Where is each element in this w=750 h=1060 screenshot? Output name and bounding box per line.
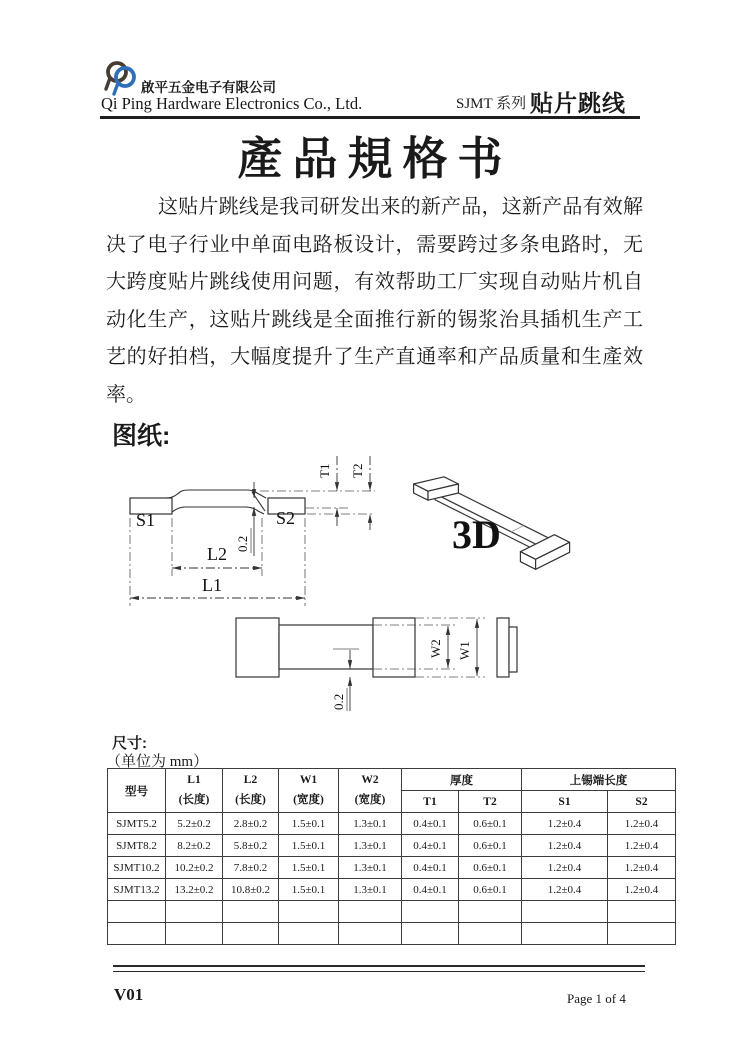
page-number: Page 1 of 4 <box>567 991 626 1006</box>
table-cell: 5.2±0.2 <box>166 813 223 835</box>
col-header-s2: S2 <box>608 791 676 813</box>
cell-model: SJMT13.2 <box>108 879 166 901</box>
dimension-table <box>107 768 676 945</box>
col-header-t1: T1 <box>402 791 459 813</box>
col-header-model: 型号 <box>108 769 166 813</box>
table-row-empty <box>108 923 676 945</box>
page-title: 產品規格书 <box>237 133 513 184</box>
table-cell <box>166 923 223 945</box>
table-cell <box>459 901 522 923</box>
table-cell: 1.3±0.1 <box>339 813 402 835</box>
table-cell: 1.3±0.1 <box>339 857 402 879</box>
table-cell <box>108 923 166 945</box>
product-name: 贴片跳线 <box>530 90 626 116</box>
dim-label-w2: W2 <box>428 639 443 658</box>
table-cell <box>279 901 339 923</box>
table-cell: 1.2±0.4 <box>608 835 676 857</box>
col-header-w2-sub: (宽度) <box>354 793 386 806</box>
table-row <box>108 813 676 835</box>
header-row-1 <box>108 769 676 791</box>
table-cell <box>522 901 608 923</box>
table-cell <box>402 923 459 945</box>
table-cell <box>279 923 339 945</box>
table-cell: 1.2±0.4 <box>522 879 608 901</box>
dim-label-s2: S2 <box>276 508 296 528</box>
col-header-w2-code: W2 <box>361 773 379 786</box>
dim-label-02-side: 0.2 <box>235 535 250 552</box>
end-view-body <box>497 618 509 677</box>
cell-model: SJMT8.2 <box>108 835 166 857</box>
drawings-heading: 图纸: <box>112 422 171 450</box>
unit-note: （单位为 mm） <box>106 754 209 770</box>
table-cell <box>608 923 676 945</box>
view-3d <box>414 477 570 570</box>
table-cell: 5.8±0.2 <box>223 835 279 857</box>
table-cell <box>459 923 522 945</box>
table-cell: 1.2±0.4 <box>608 813 676 835</box>
table-cell <box>522 923 608 945</box>
col-header-l1 <box>166 769 223 813</box>
table-cell <box>402 901 459 923</box>
technical-drawing <box>100 448 680 733</box>
cell-model: SJMT5.2 <box>108 813 166 835</box>
table-cell: 1.5±0.1 <box>279 879 339 901</box>
dim-label-w1: W1 <box>457 641 472 660</box>
table-cell <box>223 901 279 923</box>
table-row <box>108 835 676 857</box>
dim-label-t1: T1 <box>317 463 332 478</box>
cell-model: SJMT10.2 <box>108 857 166 879</box>
top-view <box>236 618 517 711</box>
dim-label-t2: T2 <box>350 463 365 478</box>
col-header-w1-code: W1 <box>299 773 318 786</box>
col-header-tin-length: 上锡端长度 <box>522 769 676 791</box>
dim-label-l1: L1 <box>202 575 222 595</box>
col-header-t2: T2 <box>459 791 522 813</box>
col-header-l2 <box>223 769 279 813</box>
table-cell: 1.5±0.1 <box>279 857 339 879</box>
intro-line: 大跨度贴片跳线使用问题，有效帮助工厂实现自动贴片机自 <box>106 271 643 293</box>
intro-line: 决了电子行业中单面电路板设计，需要跨过多条电路时，无 <box>106 233 643 256</box>
table-cell: 0.6±0.1 <box>459 857 522 879</box>
col-header-thickness: 厚度 <box>402 769 522 791</box>
table-cell: 0.6±0.1 <box>459 813 522 835</box>
table-cell: 1.2±0.4 <box>608 879 676 901</box>
col-header-l2-sub: (长度) <box>235 793 266 806</box>
size-heading: 尺寸: <box>112 735 147 752</box>
table-cell: 0.4±0.1 <box>402 857 459 879</box>
col-header-w1-sub: (宽度) <box>293 793 324 806</box>
table-cell: 0.6±0.1 <box>459 879 522 901</box>
table-row <box>108 879 676 901</box>
col-header-l1-code: L1 <box>187 773 201 786</box>
logo-blue-tail <box>114 83 118 94</box>
intro-line: 这贴片跳线是我司研发出来的新产品，这新产品有效解 <box>158 196 643 218</box>
view-3d-label: 3D <box>452 512 501 557</box>
col-header-w1 <box>279 769 339 813</box>
table-cell: 10.8±0.2 <box>223 879 279 901</box>
table-cell: 0.6±0.1 <box>459 835 522 857</box>
table-cell <box>223 923 279 945</box>
end-view-tab <box>509 627 517 672</box>
table-cell <box>339 901 402 923</box>
side-view <box>130 456 375 606</box>
table-cell: 2.8±0.2 <box>223 813 279 835</box>
table-cell: 0.4±0.1 <box>402 835 459 857</box>
table-cell: 7.8±0.2 <box>223 857 279 879</box>
dim-label-l2: L2 <box>207 544 227 564</box>
intro-line: 艺的好拍档，大幅度提升了生产直通率和产品质量和生產效 <box>106 346 643 368</box>
table-cell: 8.2±0.2 <box>166 835 223 857</box>
table-cell: 1.2±0.4 <box>522 813 608 835</box>
table-cell: 1.3±0.1 <box>339 879 402 901</box>
intro-line: 率。 <box>106 383 146 406</box>
footer-rule <box>113 965 645 972</box>
dim-label-02-top: 0.2 <box>331 693 346 710</box>
table-cell: 0.4±0.1 <box>402 813 459 835</box>
header-rule <box>100 116 640 119</box>
table-cell: 13.2±0.2 <box>166 879 223 901</box>
company-name-english: Qi Ping Hardware Electronics Co., Ltd. <box>101 94 363 113</box>
intro-paragraph <box>106 189 643 414</box>
table-cell <box>166 901 223 923</box>
col-header-l2-code: L2 <box>243 773 258 786</box>
table-cell: 1.3±0.1 <box>339 835 402 857</box>
table-row <box>108 857 676 879</box>
table-cell: 0.4±0.1 <box>402 879 459 901</box>
intro-line: 动化生产，这贴片跳线是全面推行新的锡浆治具插机生产工 <box>106 308 643 331</box>
col-header-l1-sub: (长度) <box>178 793 210 806</box>
table-cell: 1.5±0.1 <box>279 813 339 835</box>
table-cell <box>608 901 676 923</box>
series-label: SJMT 系列 <box>456 96 527 112</box>
version-label: V01 <box>114 985 144 1004</box>
col-header-s1: S1 <box>522 791 608 813</box>
table-cell: 1.2±0.4 <box>522 857 608 879</box>
logo-dark-tail <box>106 78 110 89</box>
table-row-empty <box>108 901 676 923</box>
table-cell: 1.2±0.4 <box>608 857 676 879</box>
col-header-w2 <box>339 769 402 813</box>
table-cell <box>339 923 402 945</box>
table-cell: 1.5±0.1 <box>279 835 339 857</box>
table-cell: 1.2±0.4 <box>522 835 608 857</box>
table-cell: 10.2±0.2 <box>166 857 223 879</box>
dim-label-s1: S1 <box>136 510 156 530</box>
table-cell <box>108 901 166 923</box>
company-name-chinese: 啟平五金电子有限公司 <box>141 80 276 95</box>
